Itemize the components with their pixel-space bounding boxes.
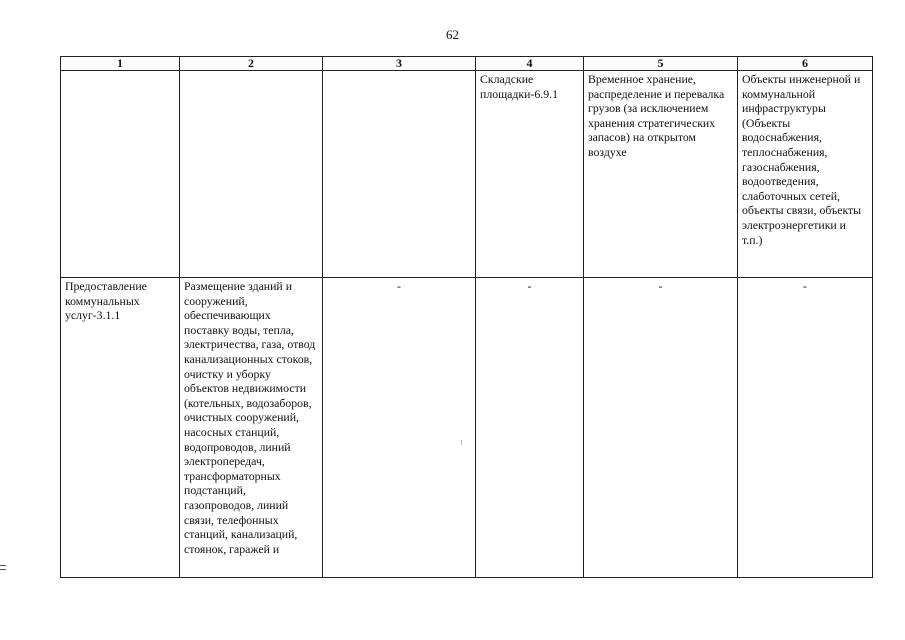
column-header-2: 2 [180, 57, 323, 71]
margin-mark [0, 565, 6, 570]
column-header-5: 5 [584, 57, 738, 71]
table-cell: - [323, 278, 476, 578]
table-cell: Размещение зданий и сооружений, обеспечивающих поставку воды, тепла, электричества, газа, отвод канализационных стоков, очистку и уборку объектов недвижимости (котельных, водозаборов, очистных сооружений, насосных станций, водопроводов, линий электропередач, трансформаторных подстанций, газопроводов, линий связи, телефонных станций, канализаций, стоянок, гаражей и [180, 278, 323, 578]
scan-speck [461, 440, 462, 445]
table-cell: Объекты инженерной и коммунальной инфраструктуры (Объекты водоснабжения, теплоснабжения, газоснабжения, водоотведения, слаботочных сетей, объекты связи, объекты электроэнергетики и т.п.) [738, 71, 873, 278]
land-use-table [60, 56, 873, 578]
header-row [61, 57, 873, 71]
table-cell: - [738, 278, 873, 578]
column-header-3: 3 [323, 57, 476, 71]
table-row [61, 71, 873, 278]
column-header-4: 4 [476, 57, 584, 71]
table-cell: Складские площадки-6.9.1 [476, 71, 584, 278]
page-number: 62 [446, 27, 459, 42]
table-cell: Предоставление коммунальных услуг-3.1.1 [61, 278, 180, 578]
table-cell: Временное хранение, распределение и перевалка грузов (за исключением хранения стратегических запасов) на открытом воздухе [584, 71, 738, 278]
column-header-1: 1 [61, 57, 180, 71]
table-cell [323, 71, 476, 278]
table-cell [180, 71, 323, 278]
column-header-6: 6 [738, 57, 873, 71]
table-cell: - [584, 278, 738, 578]
table-row [61, 278, 873, 578]
table-cell: - [476, 278, 584, 578]
table-cell [61, 71, 180, 278]
